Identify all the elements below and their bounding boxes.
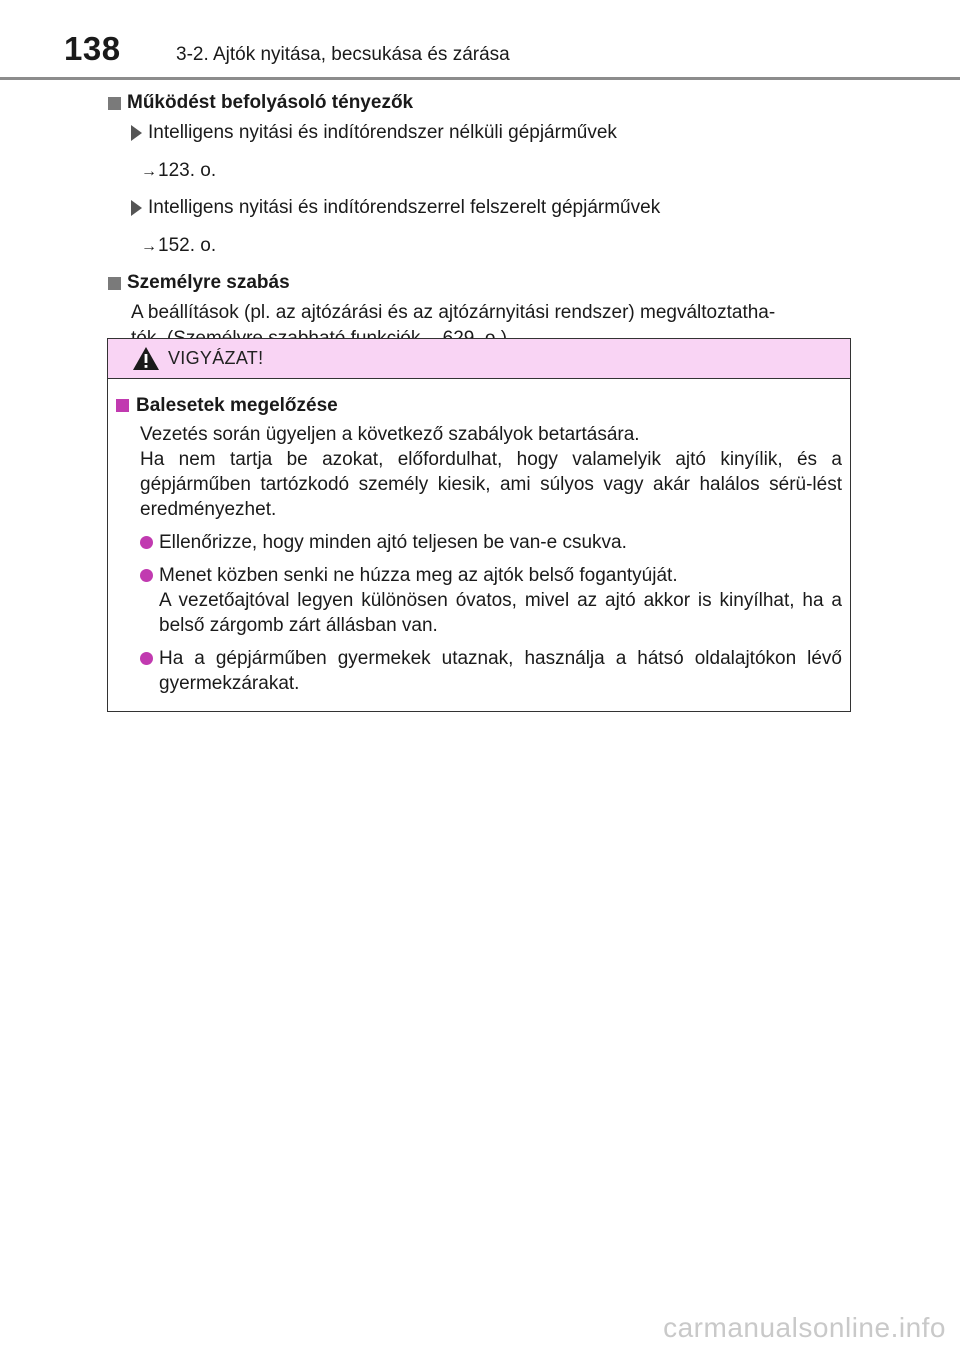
section-customize-heading	[108, 270, 853, 296]
warning-heading-text: Balesetek megelőzése	[136, 395, 338, 416]
section-customize-title: Személyre szabás	[127, 272, 290, 293]
list-item-line: Menet közben senki ne húzza meg az ajtók belső fogantyúját.	[159, 565, 678, 586]
circle-bullet-icon	[140, 536, 153, 549]
section-factors-heading	[108, 90, 853, 116]
square-bullet-icon	[116, 399, 129, 412]
page-number: 138	[64, 30, 121, 67]
watermark: carmanualsonline.info	[663, 1312, 946, 1343]
page-reference[interactable]	[108, 158, 853, 185]
warning-body	[108, 379, 850, 696]
list-item	[116, 646, 842, 696]
sub-item-label: Intelligens nyitási és indítórendszer nélküli gépjárművek	[148, 122, 617, 143]
list-item-text: Ellenőrizze, hogy minden ajtó teljesen be van-e csukva.	[159, 532, 627, 553]
warning-header	[108, 339, 850, 379]
list-item-text: Ha a gépjárműben gyermekek utaznak, használja a hátsó oldalajtókon lévő gyermekzárakat.	[159, 648, 842, 694]
square-bullet-icon	[108, 97, 121, 110]
circle-bullet-icon	[140, 569, 153, 582]
arrow-right-icon: →	[141, 238, 157, 255]
warning-title: VIGYÁZAT!	[168, 348, 264, 368]
section-factors-title: Működést befolyásoló tényezők	[127, 92, 414, 113]
list-item-line: A vezetőajtóval legyen különösen óvatos, mivel az ajtó akkor is kinyílhat, ha a belső zárgomb zárt állásban van.	[159, 590, 842, 636]
arrow-right-icon: →	[141, 163, 157, 180]
sub-item-smart-key	[108, 195, 853, 221]
customize-line-1: A beállítások (pl. az ajtózárási és az ajtózárnyitási rendszer) megváltoztatha-	[131, 302, 776, 323]
triangle-bullet-icon	[131, 200, 142, 216]
reference-label: 152. o.	[158, 235, 217, 256]
header-rule	[0, 77, 960, 80]
warning-intro-1: Vezetés során ügyeljen a következő szabályok betartására.	[140, 424, 640, 445]
list-item	[116, 530, 842, 555]
sub-item-no-smart-key	[108, 120, 853, 146]
circle-bullet-icon	[140, 652, 153, 665]
sub-item-label: Intelligens nyitási és indítórendszerrel felszerelt gépjárművek	[148, 197, 661, 218]
page-reference[interactable]	[108, 233, 853, 260]
main-content	[108, 90, 853, 353]
warning-box	[107, 338, 851, 712]
list-item	[116, 563, 842, 638]
reference-label: 123. o.	[158, 160, 217, 181]
warning-intro-2: Ha nem tartja be azokat, előfordulhat, hogy valamelyik ajtó kinyílik, és a gépjárműben tartózkodó személy kiesik, ami súlyos vagy akár halálos sérü-lést eredményezhet.	[140, 449, 842, 520]
warning-triangle-icon	[132, 346, 160, 371]
list-item-text	[159, 563, 842, 638]
running-head: 3-2. Ajtók nyitása, becsukása és zárása	[176, 44, 510, 65]
warning-heading	[116, 393, 842, 418]
triangle-bullet-icon	[131, 125, 142, 141]
square-bullet-icon	[108, 277, 121, 290]
